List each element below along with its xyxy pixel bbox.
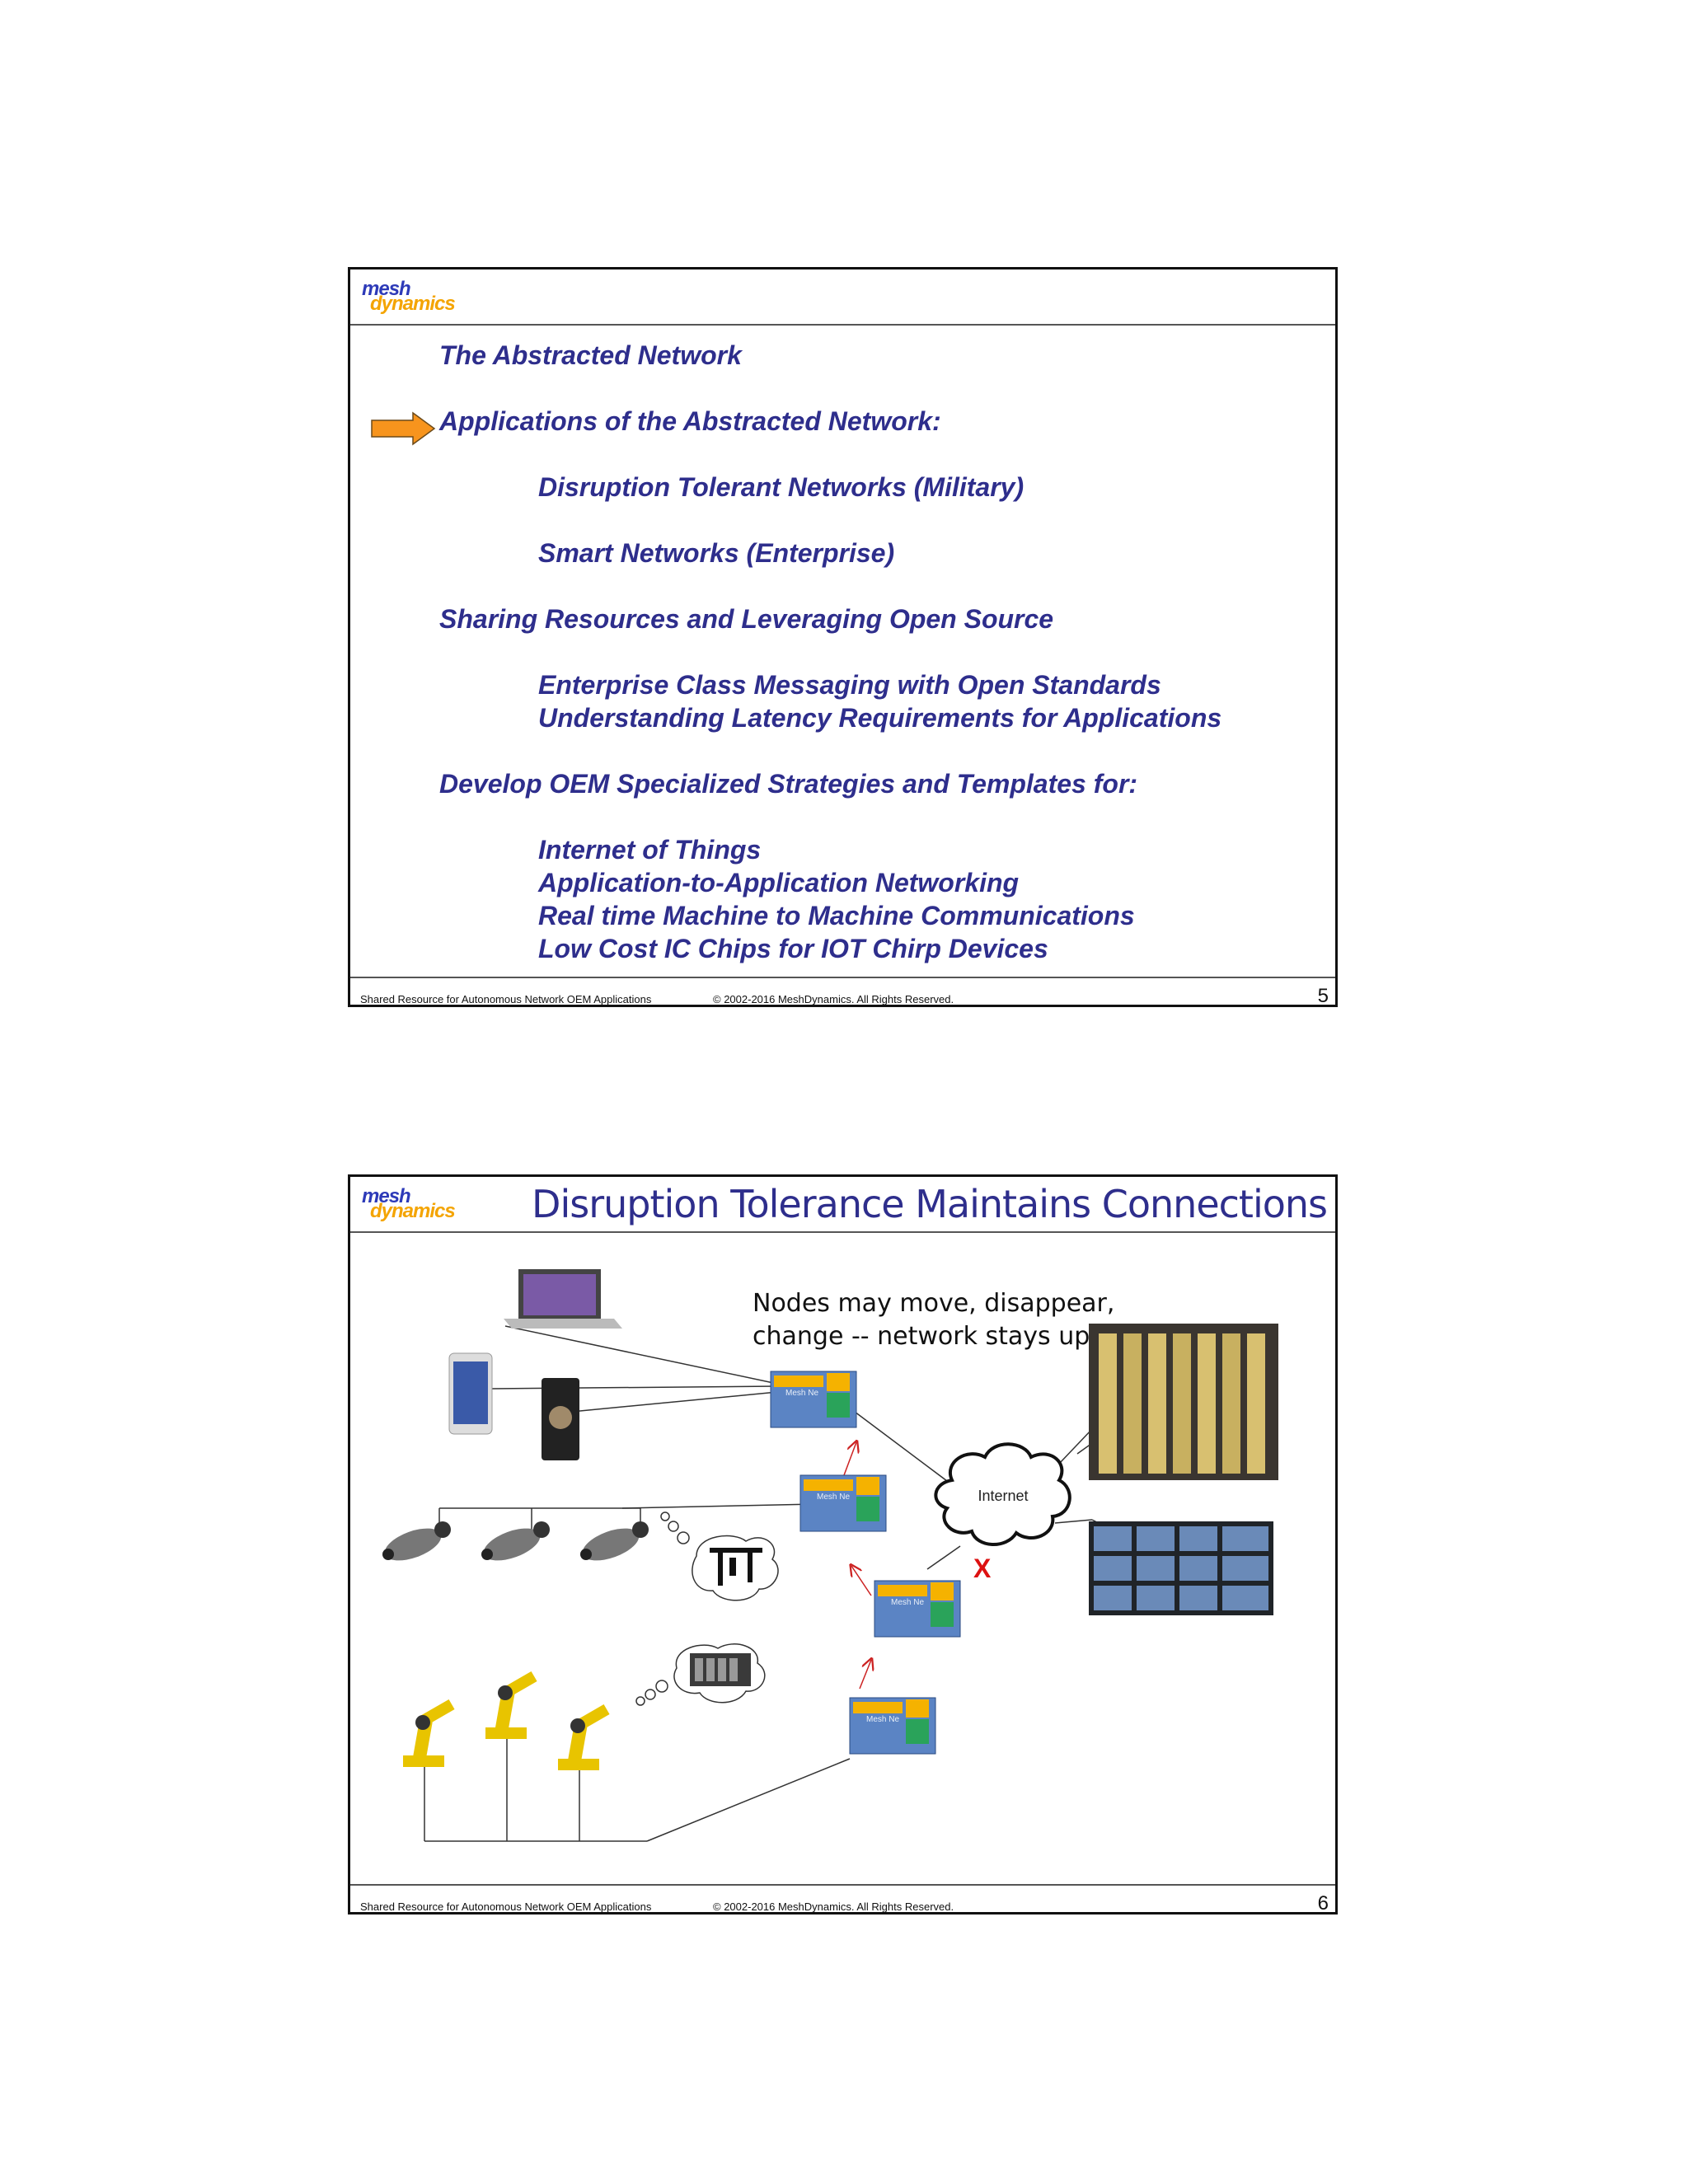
footer-copyright: © 2002-2016 MeshDynamics. All Rights Reserved.: [713, 1900, 954, 1913]
agenda-item: Sharing Resources and Leveraging Open Source: [439, 604, 1054, 634]
arrow-right-icon: [370, 411, 436, 446]
footer-text: Shared Resource for Autonomous Network OEM Applications: [360, 1900, 652, 1913]
slide-title: Disruption Tolerance Maintains Connections: [532, 1182, 1327, 1226]
page-number: 6: [1317, 1892, 1329, 1915]
server-racks-photo: [1089, 1324, 1278, 1480]
svg-text:Mesh Ne: Mesh Ne: [866, 1715, 900, 1724]
header-divider: [350, 324, 1335, 326]
mesh-node: [771, 1371, 856, 1427]
agenda-item: The Abstracted Network: [439, 340, 742, 370]
industrial-robot-icon: [558, 1704, 610, 1770]
svg-text:Mesh Ne: Mesh Ne: [891, 1598, 925, 1607]
mesh-node: [874, 1581, 960, 1637]
meshdynamics-logo: mesh dynamics: [362, 278, 455, 315]
video-wall-photo: [1089, 1521, 1273, 1615]
plc-controller-icon: [690, 1653, 751, 1686]
meshdynamics-logo: mesh dynamics: [362, 1185, 455, 1222]
page-number: 5: [1317, 985, 1329, 1007]
agenda-subitem: Understanding Latency Requirements for Applications: [538, 703, 1222, 733]
svg-text:Internet: Internet: [978, 1488, 1029, 1504]
tablet-icon: [542, 1378, 579, 1460]
security-camera-icon: [480, 1521, 550, 1567]
agenda-subitem: Internet of Things: [538, 835, 762, 865]
industrial-robot-icon: [403, 1699, 455, 1767]
agenda-subitem: Low Cost IC Chips for IOT Chirp Devices: [538, 934, 1048, 963]
agenda-subitem: Real time Machine to Machine Communications: [538, 901, 1135, 930]
disruption-note: Nodes may move, disappear, change -- network stays up: [753, 1289, 1115, 1351]
mesh-node: [850, 1698, 935, 1754]
slide-disruption-tolerance: [348, 1174, 1338, 1915]
laptop-icon: [504, 1269, 622, 1329]
internet-cloud-icon: [935, 1444, 1069, 1544]
agenda-subitem: Enterprise Class Messaging with Open Standards: [538, 670, 1161, 700]
mesh-node: [800, 1475, 886, 1531]
link-broken-mark: X: [973, 1554, 992, 1583]
agenda-item-current: Applications of the Abstracted Network:: [439, 406, 941, 436]
footer-divider: [350, 1884, 1335, 1886]
footer-text: Shared Resource for Autonomous Network OEM Applications: [360, 993, 652, 1005]
smartphone-icon: [449, 1353, 492, 1434]
agenda-subitem: Smart Networks (Enterprise): [538, 538, 895, 568]
slide-agenda: [348, 267, 1338, 1007]
svg-text:Mesh Ne: Mesh Ne: [785, 1389, 819, 1398]
footer-divider: [350, 977, 1335, 978]
security-camera-icon: [381, 1521, 451, 1567]
svg-text:Mesh Ne: Mesh Ne: [817, 1493, 851, 1502]
agenda-subitem: Application-to-Application Networking: [538, 868, 1020, 898]
agenda-item: Develop OEM Specialized Strategies and Templates for:: [439, 769, 1138, 799]
agenda-subitem: Disruption Tolerant Networks (Military): [538, 472, 1025, 502]
footer-copyright: © 2002-2016 MeshDynamics. All Rights Reserved.: [713, 993, 954, 1005]
security-camera-icon: [579, 1521, 649, 1567]
industrial-robot-icon: [485, 1671, 537, 1739]
